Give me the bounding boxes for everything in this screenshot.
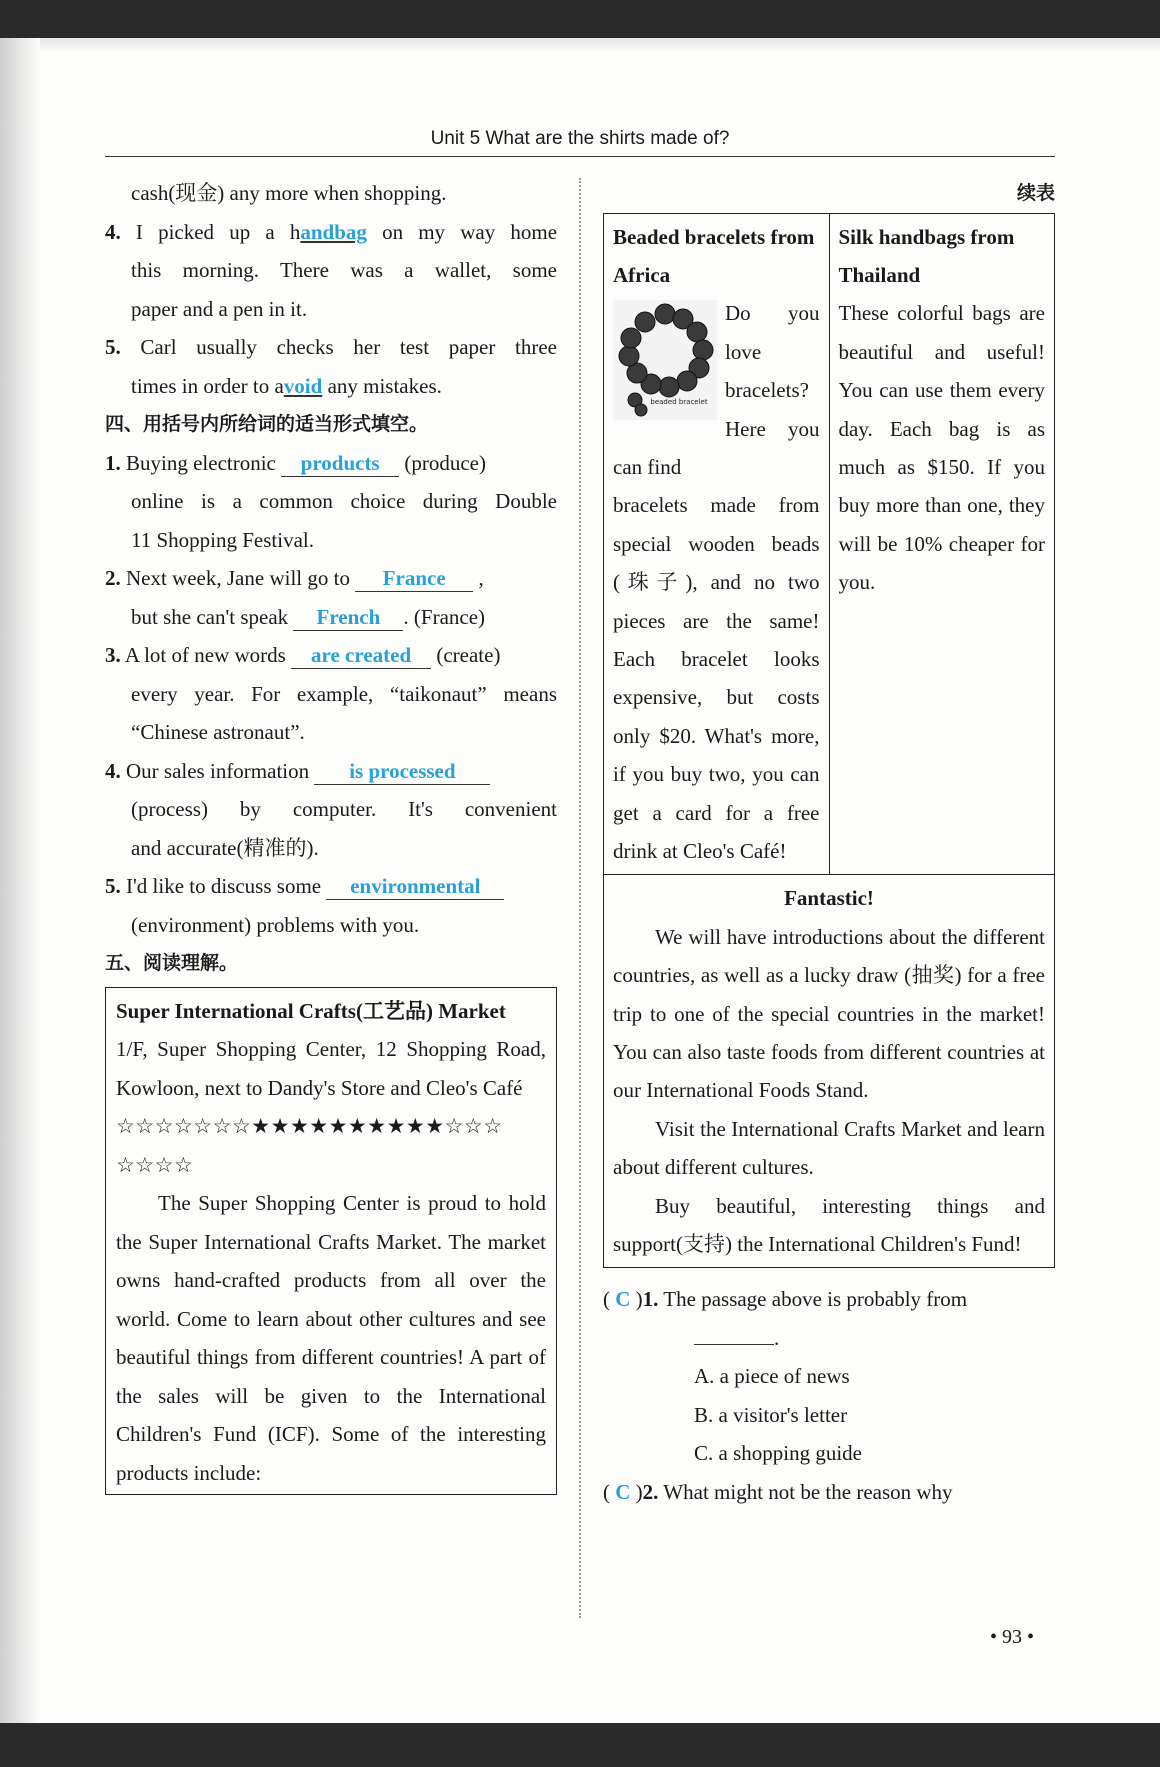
header-rule	[105, 156, 1055, 157]
bracelet-image	[613, 300, 717, 420]
s4-q3-line1	[105, 636, 557, 675]
continued-line: cash(现金) any more when shopping.	[131, 181, 447, 205]
q-number: 1.	[105, 450, 121, 475]
exercise-3-q5-line2	[105, 367, 557, 406]
bracelets-text-b: bracelets made from special wooden beads (珠子), and no two pieces are the same! Each bracelet looks expensive, but costs only $20. What's more, if you buy two, you can get a card for a free drink at Cleo's Café!	[613, 493, 820, 863]
column-divider	[579, 178, 581, 1618]
answer-blank: France	[355, 565, 473, 592]
star-outline-run: ☆☆☆	[444, 1114, 503, 1138]
paren: )	[635, 1287, 643, 1312]
q-text: but she can't speak	[131, 604, 289, 629]
q-number: 4.	[105, 219, 121, 244]
q-text: A lot of new words	[124, 643, 286, 667]
q-text: on my way home	[366, 219, 558, 244]
exercise-3-q5-line1	[105, 328, 557, 367]
q-text-line: “Chinese astronaut”.	[131, 720, 305, 744]
exercise-3-q4-line1	[105, 213, 557, 252]
q-number: 3.	[105, 643, 121, 667]
s4-q1-line1	[105, 444, 557, 483]
section-5-title: 五、阅读理解。	[105, 952, 239, 974]
fantastic-para-2: Visit the International Crafts Market and learn about different cultures.	[613, 1116, 1045, 1180]
star-filled-run: ★★★★★★★★★★	[251, 1114, 445, 1138]
q-text: I'd like to discuss some	[126, 874, 322, 898]
q-number: 2.	[642, 1479, 659, 1504]
continued-table-label: 续表	[1016, 182, 1055, 204]
q-text: What might not be the reason why	[663, 1479, 953, 1504]
fantastic-para-3: Buy beautiful, interesting things and support(支持) the International Children's Fund!	[613, 1193, 1045, 1257]
q-text: ,	[478, 566, 484, 590]
q-number: 5.	[105, 335, 121, 359]
answer-blank: French	[293, 604, 403, 631]
answer-fill: andbag	[300, 219, 367, 244]
page-spine-shadow	[0, 38, 40, 1723]
paren: )	[635, 1479, 643, 1504]
q-number: 2.	[105, 566, 121, 590]
q-text: (produce)	[404, 450, 486, 475]
running-header: Unit 5 What are the shirts made of?	[430, 128, 730, 149]
mc-answer: C	[615, 1287, 631, 1312]
blank-line	[694, 1324, 774, 1345]
s4-q4-line1	[105, 752, 557, 791]
q-text: . (France)	[403, 604, 486, 629]
q-text: times in order to a	[131, 373, 284, 398]
star-outline-run: ☆☆☆☆	[116, 1152, 194, 1177]
s4-q5-line1	[105, 867, 557, 906]
q-text-line: every year. For example, “taikonaut” means	[131, 681, 557, 706]
products-table	[603, 213, 1055, 1269]
q-text: The passage above is probably from	[663, 1287, 968, 1312]
q-text: I picked up a h	[135, 219, 301, 244]
fantastic-para-1: We will have introductions about the different countries, as well as a lucky draw (抽奖) for a free trip to one of the special countries in the market! You can also taste foods from different countries at our International Foods Stand.	[613, 924, 1045, 1103]
fantastic-cell	[604, 875, 1055, 1268]
q-text: Buying electronic	[126, 450, 276, 475]
q-text: Our sales information	[126, 758, 310, 783]
page-number: • 93 •	[990, 1626, 1035, 1648]
mc-q1-blank	[603, 1319, 1055, 1358]
mc-option: B. a visitor's letter	[694, 1402, 848, 1427]
q-text-line: online is a common choice during Double	[131, 489, 557, 513]
q-number: 5.	[105, 874, 121, 898]
star-divider	[116, 1107, 546, 1184]
answer-fill: void	[283, 373, 323, 398]
q-text: Carl usually checks her test paper three	[140, 335, 557, 359]
bracelets-title: Beaded bracelets from Africa	[613, 224, 815, 287]
ad-title: Super International Crafts(工艺品) Market	[116, 998, 506, 1023]
left-column	[105, 174, 557, 1495]
mc-option: C. a shopping guide	[694, 1441, 862, 1466]
mc-q1	[603, 1280, 1055, 1319]
answer-blank: is processed	[314, 758, 490, 785]
s4-q2-line2	[105, 598, 557, 637]
answer-blank: products	[281, 450, 399, 477]
q-text-line: paper and a pen in it.	[131, 296, 308, 321]
bracelets-cell	[604, 213, 830, 875]
q-text-line: and accurate(精准的).	[131, 835, 319, 860]
handbags-title: Silk handbags from Thailand	[838, 224, 1015, 287]
mc-questions	[603, 1280, 1055, 1511]
right-column	[603, 174, 1055, 1511]
q-text: (create)	[436, 643, 501, 667]
bracelets-text-a: Do you love bracelets? Here you can find	[613, 301, 820, 479]
ad-body: The Super Shopping Center is proud to hold the Super International Crafts Market. The market owns hand-crafted products from all over the world. Come to learn about other cultures and see beautiful things from different countries! A part of the sales will be given to the International Children's Fund (ICF). Some of the interesting products include:	[116, 1191, 546, 1485]
bracelet-illustration	[613, 300, 717, 420]
q-text-line: (process) by computer. It's convenient	[131, 797, 557, 821]
fantastic-title: Fantastic!	[784, 886, 874, 911]
q-number: 4.	[105, 758, 121, 783]
handbags-cell	[829, 213, 1055, 875]
mc-option: A. a piece of news	[694, 1364, 850, 1389]
paren: (	[603, 1479, 610, 1504]
q-number: 1.	[642, 1287, 659, 1312]
section-4-title: 四、用括号内所给词的适当形式填空。	[105, 413, 429, 435]
q-text-line: this morning. There was a wallet, some	[131, 258, 557, 282]
paren: (	[603, 1287, 610, 1312]
q-text: .	[774, 1325, 780, 1350]
ad-address: 1/F, Super Shopping Center, 12 Shopping Road, Kowloon, next to Dandy's Store and Cleo's Café	[116, 1037, 546, 1100]
mc-q2	[603, 1473, 1055, 1512]
page-top-shade	[0, 38, 1160, 52]
image-caption: beaded bracelet	[650, 398, 708, 407]
handbags-text: These colorful bags are beautiful and useful! You can use them every day. Each bag is as much as $150. If you buy more than one, they will be 10% cheaper for you.	[838, 301, 1045, 595]
q-text: any mistakes.	[322, 373, 442, 398]
q-text-line: (environment) problems with you.	[131, 912, 420, 937]
mc-answer: C	[615, 1479, 631, 1504]
book-page	[0, 38, 1160, 1723]
q-text-line: 11 Shopping Festival.	[131, 527, 314, 552]
answer-blank: environmental	[326, 873, 504, 900]
s4-q2-line1	[105, 559, 557, 598]
reading-ad-box	[105, 987, 557, 1496]
answer-blank: are created	[291, 642, 431, 669]
q-text: Next week, Jane will go to	[126, 566, 350, 590]
star-outline-run: ☆☆☆☆☆☆☆	[116, 1114, 252, 1138]
